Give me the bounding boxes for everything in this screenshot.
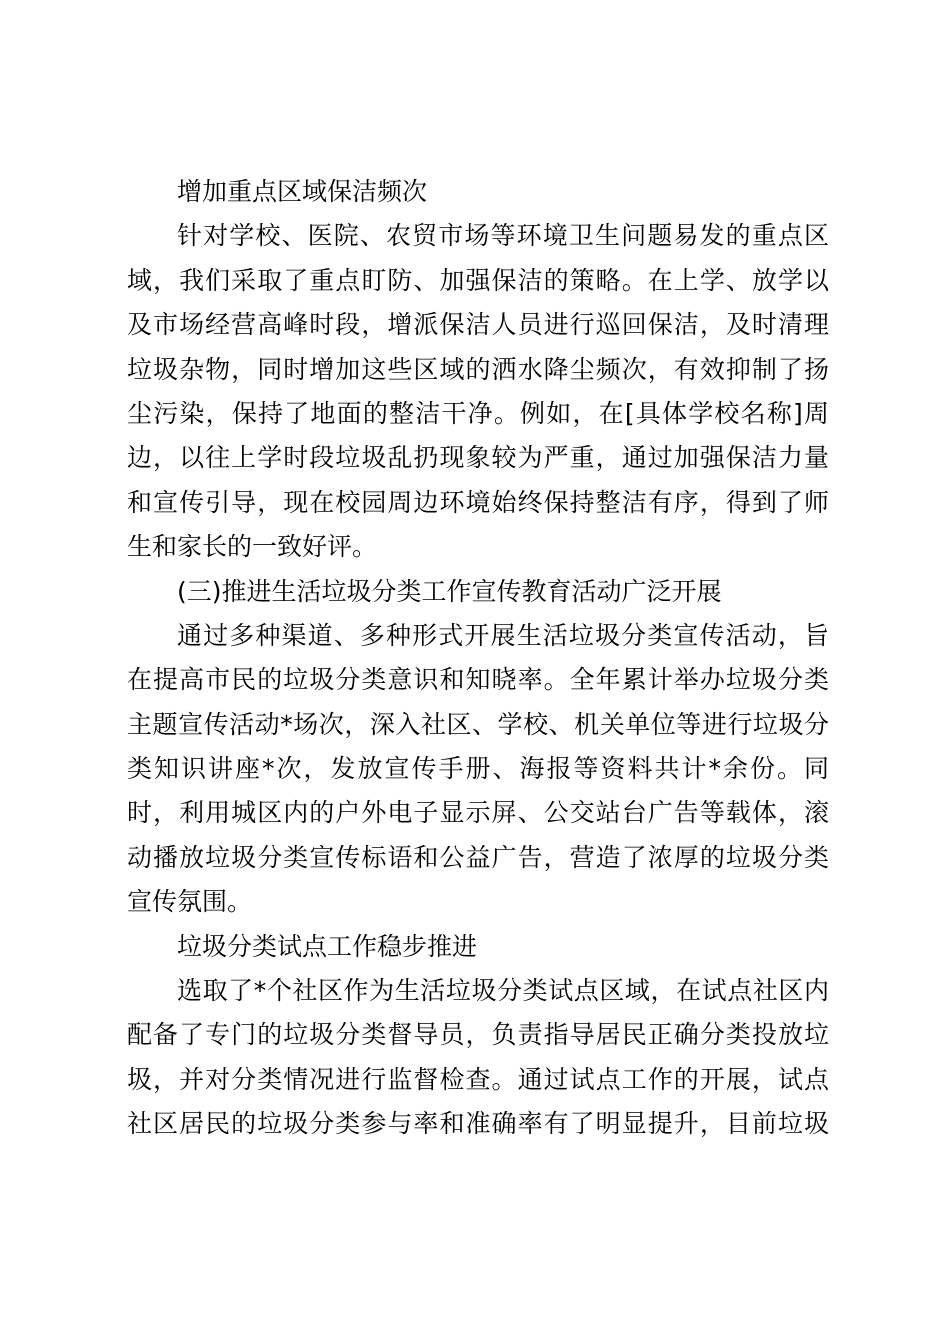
- section-heading-publicity: (三)推进生活垃圾分类工作宣传教育活动广泛开展: [177, 576, 722, 606]
- paragraph-line: 垃圾杂物，同时增加这些区域的洒水降尘频次，有效抑制了扬: [127, 354, 829, 384]
- paragraph-line: 及市场经营高峰时段，增派保洁人员进行巡回保洁，及时清理: [127, 310, 829, 340]
- section-heading-pilot: 垃圾分类试点工作稳步推进: [177, 931, 478, 961]
- paragraph-line: 动播放垃圾分类宣传标语和公益广告，营造了浓厚的垃圾分类: [127, 842, 829, 872]
- paragraph-line: 边，以往上学时段垃圾乱扔现象较为严重，通过加强保洁力量: [127, 443, 829, 473]
- paragraph-line: 配备了专门的垃圾分类督导员，负责指导居民正确分类投放垃: [127, 1020, 829, 1050]
- paragraph-line: 时，利用城区内的户外电子显示屏、公交站台广告等载体，滚: [127, 798, 829, 828]
- paragraph-line: 尘污染，保持了地面的整洁干净。例如，在[具体学校名称]周: [127, 398, 829, 428]
- paragraph-line: 针对学校、医院、农贸市场等环境卫生问题易发的重点区: [177, 221, 829, 251]
- paragraph-line: 域，我们采取了重点盯防、加强保洁的策略。在上学、放学以: [127, 265, 829, 295]
- paragraph-line: 类知识讲座*次，发放宣传手册、海报等资料共计*余份。同: [127, 754, 829, 784]
- paragraph-line: 生和家长的一致好评。: [127, 532, 378, 562]
- section-heading-cleaning-frequency: 增加重点区域保洁频次: [177, 177, 428, 206]
- paragraph-line: 圾，并对分类情况进行监督检查。通过试点工作的开展，试点: [127, 1064, 829, 1094]
- paragraph-line: 宣传氛围。: [127, 887, 253, 917]
- paragraph-line: 选取了*个社区作为生活垃圾分类试点区域，在试点社区内: [177, 976, 829, 1006]
- paragraph-line: 主题宣传活动*场次，深入社区、学校、机关单位等进行垃圾分: [127, 709, 829, 739]
- paragraph-line: 社区居民的垃圾分类参与率和准确率有了明显提升，目前垃圾: [127, 1109, 829, 1139]
- document-body: [127, 170, 829, 1147]
- paragraph-line: 和宣传引导，现在校园周边环境始终保持整洁有序，得到了师: [127, 487, 829, 517]
- paragraph-line: 通过多种渠道、多种形式开展生活垃圾分类宣传活动，旨: [177, 620, 829, 650]
- paragraph-line: 在提高市民的垃圾分类意识和知晓率。全年累计举办垃圾分类: [127, 665, 829, 695]
